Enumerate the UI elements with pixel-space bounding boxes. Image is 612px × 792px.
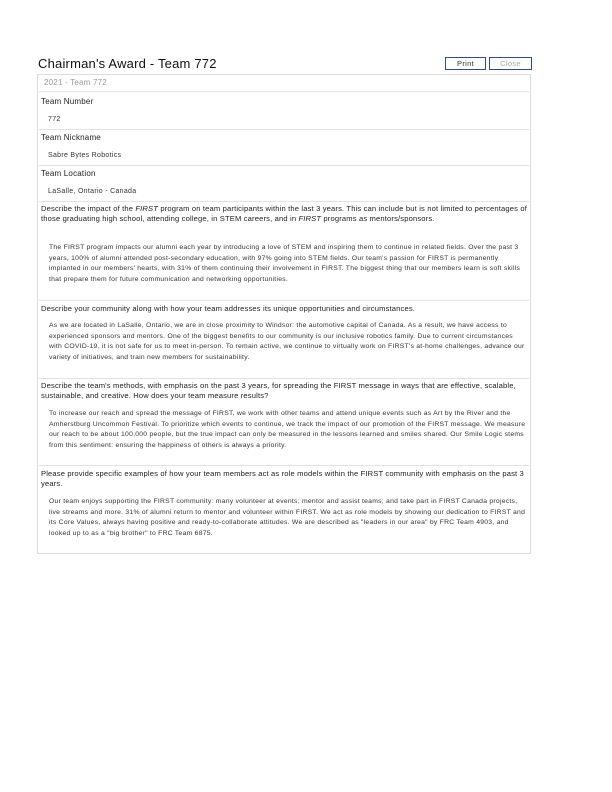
print-button[interactable]: Print <box>445 57 486 70</box>
team-location-label: Team Location <box>41 169 96 178</box>
team-number-value: 772 <box>48 116 61 123</box>
divider <box>39 300 529 301</box>
page-title: Chairman's Award - Team 772 <box>38 56 217 71</box>
divider <box>39 201 529 202</box>
question-community: Describe your community along with how your team addresses its unique opportunities and circumstances. <box>41 304 416 313</box>
answer-role-models: Our team enjoys supporting the FIRST community: many volunteer at events; mentor and assist teams; and take part in FIRST Canada projects, live streams and more. 31% of alumni return to mentor and volunteer within FIRST. We act as role models by showing our dedication to FIRST and its Core Values, always having positive and ready-to-collaborate attitudes. We are described as "leaders in our area" by FRC Team 4903, and looked up to as a "big brother" to FRC Team 6875. <box>49 498 526 537</box>
divider <box>39 129 529 130</box>
divider <box>39 378 529 379</box>
divider <box>39 165 529 166</box>
team-nickname-label: Team Nickname <box>41 133 101 142</box>
answer-impact: The FIRST program impacts our alumni each year by introducing a love of STEM and inspiring them to continue in related fields. Over the past 3 years, 100% of alumni attended post-secondary education, with 97% going into STEM fields. Our team's passion for FIRST is permanently implanted in our members' hearts, with 31% of them continuing their involvement in FIRST. The biggest thing that our members learn is soft skills that prepare them for future communication and networking opportunities. <box>49 244 521 283</box>
divider <box>39 465 529 466</box>
divider <box>39 91 529 92</box>
team-nickname-value: Sabre Bytes Robotics <box>48 152 122 159</box>
answer-community: As we are located in LaSalle, Ontario, we are in close proximity to Windsor: the automotive capital of Canada. As a result, we have access to experienced sponsors and mentors. One of the biggest benefits to our community is our inclusive robotics family. Due to current circumstances with COVID-19, it is not safe for us to meet in-person. To remain active, we continue to virtually work on FIRST's at-home challenges, advance our variety of initiatives, and train new members for sustainability. <box>49 322 525 361</box>
question-role-models: Please provide specific examples of how your team members act as role models within the FIRST community with emphasis on the past 3 years. <box>41 469 524 489</box>
team-location-value: LaSalle, Ontario - Canada <box>48 188 137 195</box>
record-subtitle: 2021 - Team 772 <box>44 78 107 87</box>
question-methods: Describe the team's methods, with emphasis on the past 3 years, for spreading the FIRST message in ways that are effective, scalable, sustainable, and creative. How does your team measure results? <box>41 381 516 401</box>
close-button[interactable]: Close <box>489 57 532 70</box>
team-number-label: Team Number <box>41 97 94 106</box>
question-impact: Describe the impact of the FIRST program on team participants within the last 3 years. This can include but is not limited to percentages of those graduating high school, attending college, in STEM careers, and in FIRST programs as mentors/sponsors. <box>41 204 527 224</box>
answer-methods: To increase our reach and spread the message of FIRST, we work with other teams and attend unique events such as Art by the River and the Amherstburg Uncommon Festival. To prioritize which events to continue, we track the impact of our promotion of the FIRST message. We measure our reach to be about 100,000 people, but the true impact can only be measured in the lessons learned and smiles shared. Our Smile Logic stems from this sentiment: ensuring the happiness of others is always a priority. <box>49 410 526 449</box>
